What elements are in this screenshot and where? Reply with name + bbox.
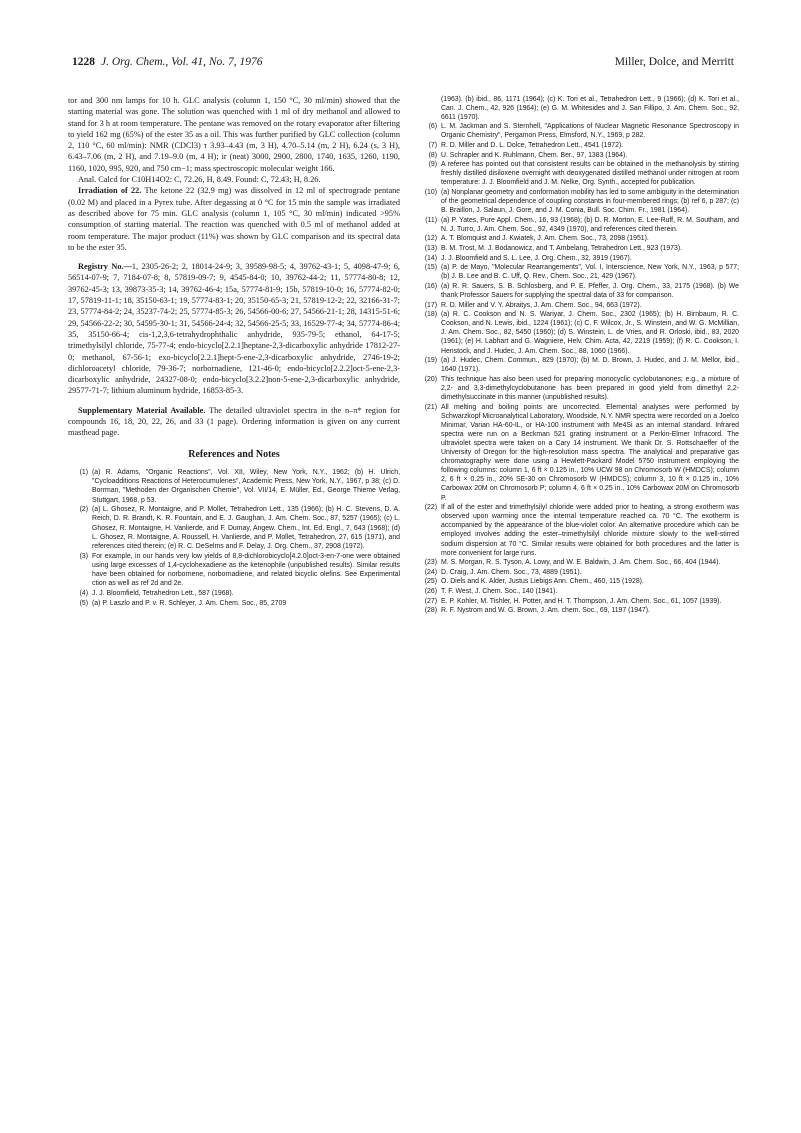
reference-text: (a) L. Ghosez, R. Montaigne, and P. Mollet, Tetrahedron Lett., 135 (1966); (b) H. C. Stevens, D. A. Reich, D. R. Brandt, K. R. Fountain, and E. J. Gaughan, J. Am. Chem. Soc., 87, 5257 (1965); (c) L. Ghosez, R. Montaigne, H. Vanlierde, and F. Dumay, Angew. Chem., Int. Ed. Engl., 7, 643 (1968); (d) L. Ghosez, R. Montaigne, A. Roussell, H. Vanlierde, and P. Mollet, Tetrahedron, 27, 615 (1971), and references cited therein; (e) R. C. DeSelms and F. Delay, J. Org. Chem., 37, 2908 (1972). [92,506,400,551]
reference-text: E. P. Kohler, M. Tishler, H. Potter, and H. T. Thompson, J. Am. Chem. Soc., 61, 1057 (1939). [441,597,722,605]
reference-item [417,141,739,150]
reference-item [68,599,400,608]
reference-text: All melting and boiling points are uncorrected. Elemental analyses were performed by Schwarzkopf Microanalytical Laboratory, Woodside, N.Y. NMR spectra were recorded on a Joelco Minimar, Varian HA-60-IL, or HA-100 instrument with Me4Si as an internal standard. Infrared spectra were run on a Beckman 521 grating instrument or a Perkin-Elmer Infracord. The ultraviolet spectra were taken on a Cary 14 instrument. We thank Dr. S. Rottschaeffer of the University of Oregon for the high-resolution mass spectra. The analytical and preparative gas chromatography were done using a Hewlett-Packard Model 5750 instrument employing the following columns: column 1, 6 ft × 0.125 in., 10% UCW 98 on Chromosorb W (HMDCS); column 2, 6 ft × 0.25 in., 20% SE-30 on Chromosorb W (HMDCS); column 3, 10 ft × 0.125 in., 10% Carbowax 20M on Chromosorb P; column 4, 6 ft × 0.25 in., 10% Carbowax 20M on Chromosorb P. [441,403,739,502]
supplementary-heading: Supplementary Material Available. [78,405,206,415]
reference-number: (18) [424,311,437,319]
reference-text: J. J. Bloomfield and S. L. Lee, J. Org. Chem., 32, 3919 (1967). [441,254,632,262]
reference-item [417,310,739,355]
reference-text: A referee has pointed out that consistent results can be obtained in the methanolysis by stirring freshly distilled disiloxene overnight with deoxygenated distilled methanol under nitrogen at room temperature: J. J. Bloomfield and J. M. Nelke, Org. Synth., accepted for publication. [441,161,739,187]
reference-number: (8) [428,151,437,159]
reference-text: (a) P. Laszlo and P. v. R. Schleyer, J. Am. Chem. Soc., 85, 2709 [92,599,287,607]
reference-text: U. Schrapler and K. Ruhlmann, Chem. Ber., 97, 1383 (1964). [441,151,628,159]
registry-paragraph [68,261,400,397]
reference-item [417,301,739,310]
reference-item [417,597,739,606]
reference-text: T. F. West, J. Chem. Soc., 140 (1941). [441,587,558,595]
reference-number: (6) [428,123,437,131]
reference-number: (2) [79,506,88,514]
reference-item [417,577,739,586]
registry-text: 1, 2305-26-2; 2, 18014-24-9; 3, 39589-98-5; 4, 39762-43-1; 5, 4098-47-9; 6, 56514-07-9; 7, 7184-07-8; 8, 57819-09-7; 9, 4545-84-0; 10, 39762-44-2; 11, 57774-80-8; 12, 39762-45-3; 13, 39873-35-3; 14, 39762-46-4; 15a, 57774-81-9; 15b, 57819-10-0; 16, 57774-82-0; 17, 57819-11-1; 18, 35150-63-1; 19, 57774-83-1; 20, 35150-65-3; 21, 57819-12-2; 22, 32166-31-7; 23, 57774-84-2; 24, 35237-74-2; 25, 57774-85-3; 26, 54566-00-6; 27, 54566-21-1; 28, 14315-51-6; 29, 54566-22-2; 30, 54595-30-1; 31, 54566-24-4; 32, 54566-25-5; 33, 16529-77-4; 34, 57774-86-4; 35, 35150-66-4; cis-1,2,3,6-tetrahydrophthalic anhydride, 935-79-5; ethanol, 64-17-5; trimethylsilyl chloride, 75-77-4; endo-bicyclo[2.2.1]heptane-2,3-dicarboxylic anhydride 17812-27-0; methanol, 67-56-1; exo-bicyclo[2.2.1]hept-5-ene-2,3-dicarboxylic anhydride, 2746-19-2; dichloroacetyl chloride, 79-36-7; norbornadiene, 121-46-0; endo-bicyclo[2.2.2]oct-5-ene-2,3-dicarboxylic anhydride, 24327-08-0; endo-bicyclo[3.2.2]non-5-ene-2,3-dicarboxylic anhydride, 29577-71-7; lithium aluminum hydride, 16853-85-3. [68,262,401,396]
irradiation-heading: Irradiation of 22. [78,186,142,196]
reference-text: (a) R. C. Cookson and N. S. Wariyar, J. Chem. Soc., 2302 (1965); (b) H. Birnbaum, R. C. Cookson, and N. Lewis, ibid., 1224 (1961); (c) C. F. Wilcox, Jr., S. Winstein, and W. G. McMillian, J. Am. Chem. Soc., 82, 5450 (1960); (d) S. Winstein, L. de Vries, and R. Orloski, ibid., 83, 2020 (1961); (e) H. Labhart and G. Wagniere, Helv. Chim. Acta, 42, 2219 (1959); (f) R. C. Cookson, I. Henstock, and J. Hudec, J. Am. Chem. Soc., 88, 1060 (1966). [441,311,739,355]
journal-citation [72,56,263,68]
reference-text: D. Craig, J. Am. Chem. Soc., 73, 4889 (1951). [441,568,582,576]
reference-text: L. M. Jackman and S. Sternhell, "Applications of Nuclear Magnetic Resonance Spectroscopy in Organic Chemistry", Pergamon Press, Elmsford, N.Y., 1969, p 282. [441,123,739,140]
reference-item [68,505,400,551]
reference-number: (12) [424,235,437,243]
reference-number: (10) [424,188,437,196]
reference-text: This technique has also been used for preparing monocyclic cyclobutanones; e.g., a mixture of 2,2- and 3,3-dimethylcyclobutanone has been prepared in good yield from dimethyl 2,2-dimethylsuccinate in this manner (unpublished results). [441,375,739,401]
reference-item [68,589,400,598]
reference-number: (13) [424,245,437,252]
reference-item [417,356,739,374]
reference-text: R. D. Miller and V. Y. Abraitys, J. Am. Chem. Soc., 94, 663 (1972). [441,301,642,309]
reference-item [417,244,739,253]
reference-number: (5) [79,599,88,607]
reference-text: (a) R. Adams, "Organic Reactions", Vol. XII, Wiley, New York, N.Y., 1962; (b) H. Ulrich, "Cycloadditions Reactions of Heterocumulenes", Academic Press, New York, N.Y., 1967, p 38; (c) D. Borrman, "Methoden der Organischen Chemie", Vol. VII/14, E. Müller, Ed., George Thieme Verlag, Stuttgart, 1968, p 53. [92,468,400,504]
reference-item [417,188,739,215]
reference-number: (23) [424,559,437,567]
reference-item [68,468,400,505]
running-header [72,56,734,74]
reference-item [417,160,739,187]
registry-heading: Registry No.— [78,262,132,272]
reference-text: (a) P. de Mayo, "Molecular Rearrangements", Vol. I, Interscience, New York, N.Y., 1963, p 577; (b) J. B. Lee and B. C. Uff, Q. Rev., Chem. Soc., 21, 429 (1967). [441,264,739,281]
reference-number: (27) [424,597,437,605]
reference-text: If all of the ester and trimethylsilyl chloride were added prior to heating, a strong exotherm was observed upon warming once the internal temperature reached ca. 70 °C. The exotherm is accompanied by the appearance of the blue-violet color. An alternative procedure which can be employed involves adding the ester–trimethylsilyl chloride mixture slowly to the well-stirred sodium dispersion at 70 °C. Similar results were obtained for both procedures and the latter is more convenient for large runs. [441,504,739,557]
reference-number: (16) [424,282,437,290]
reference-number: (7) [428,141,437,149]
left-column [68,95,400,608]
references-title: References and Notes [188,448,280,460]
reference-item [417,282,739,300]
experimental-paragraph: tor and 300 nm lamps for 10 h. GLC analysis (column 1, 150 °C, 30 ml/min) showed that the starting material was gone. The solution was quenched with 1 ml of dry methanol and allowed to stand for 3 h at room temperature. The pentane was removed on the rotary evaporator after filtering to yield 162 mg (65%) of the ester 35 as a oil. This was further purified by GLC collection (column 2, 110 °C, 60 ml/min): NMR (CDCl3) τ 3.93–4.43 (m, 3 H), 4.70–5.14 (m, 2 H), 6.24 (s, 3 H), 6.43–7.06 (m, 2 H), and 7.19–9.0 (m, 4 H); ir (neat) 3000, 2900, 2800, 1740, 1635, 1260, 1190, 1160, 1020, 995, 920, and 750 cm−1; mass spectroscopic molecular weight 166. [68,96,400,173]
page-number: 1228 [72,56,95,68]
reference-item [417,122,739,140]
reference-text: O. Diels and K. Alder, Justus Liebigs Ann. Chem., 460, 115 (1928). [441,578,644,586]
right-column [417,95,739,616]
analysis-paragraph: Anal. Calcd for C10H14O2: C, 72.26, H, 8.49. Found: C, 72.43; H, 8.26. [78,175,321,185]
reference-number: (11) [425,216,437,224]
reference-item [417,568,739,577]
reference-text: (a) Nonplanar geometry and conformation mobility has led to some ambiguity in the determination of the geometrical dependence of coupling constants in four-membered rings; (b) ref 6, p 287; (c) B. Braillon, J. Salaun, J. Gore, and J. M. Conia, Bull. Soc. Chim. Fr., 1981 (1964). [441,188,739,215]
reference-number: (20) [424,375,437,383]
reference-number: (1) [79,468,88,476]
reference-number: (25) [424,578,437,586]
reference-item [417,503,739,558]
reference-item [417,151,739,160]
reference-item [417,254,739,263]
reference-text: (a) P. Yates, Pure Appl. Chem., 16, 93 (1968); (b) D. R. Morton, E. Lee-Ruff, R. M. Southam, and N. J. Turro, J. Am. Chem. Soc., 92, 4349 (1970), and references cited therein. [441,216,739,233]
reference-number: (4) [79,590,88,598]
reference-text: A. T. Blomquist and J. Kwiatek, J. Am. Chem. Soc., 73, 2098 (1951). [441,235,649,243]
reference-item [417,216,739,234]
supplementary-text: The detailed ultraviolet spectra in the n–π* region for compounds 16, 18, 20, 22, 26, and 33 (1 page). Ordering information is given on any current masthead page. [68,405,400,438]
reference-number: (26) [424,587,437,595]
reference-number: (3) [79,552,88,560]
author-names: Miller, Dolce, and Merritt [614,56,734,68]
reference-number: (28) [424,607,437,615]
journal-name: J. Org. Chem., Vol. 41, No. 7, 1976 [101,56,263,68]
reference-item [417,375,739,402]
reference-text: (a) J. Hudec, Chem. Commun., 829 (1970); (b) M. D. Brown, J. Hudec, and J. M. Mellor, ibid., 1640 (1971). [441,357,739,374]
reference-text: J. J. Bloomfield, Tetrahedron Lett., 587 (1968). [92,590,234,598]
reference-item [417,587,739,596]
reference-text: For example, in our hands very low yields of 8,8-dichlorobicyclo[4.2.0]oct-3-en-7-one were obtained using large excesses of 1,4-cyclohexadiene as the ketenophile (unpublished results). Similar results have been obtained for norbornene, norbornadiene, and related bicyclic olefins. See Experimental ction as well as ref 2d and 2e. [92,552,400,588]
reference-number: (9) [428,161,437,169]
reference-number: (15) [424,264,437,272]
reference-item [417,403,739,503]
reference-continuation: (1963). (b) ibid., 86, 1171 (1964); (c) K. Tori et al., Tetrahedron Lett., 9 (1966); (d) K. Tori et al., Can. J. Chem., 42, 926 (1964); (e) G. M. Whitesides and J. San Fillipo, J. Am. Chem. Soc., 92, 6611 (1970). [441,96,739,122]
reference-text: (a) R. R. Sauers, S. B. Schlosberg, and P. E. Pfeffer, J. Org. Chem., 33, 2175 (1968). (b) We thank Professor Sauers for supplying the spectral data of 33 for comparison. [441,282,739,299]
reference-number: (24) [424,568,437,576]
supplementary-paragraph [68,405,400,439]
reference-item [417,234,739,243]
reference-item [417,263,739,281]
reference-number: (19) [424,357,437,365]
reference-text: R. D. Miller and D. L. Dolce, Tetrahedron Lett., 4541 (1972). [441,141,624,149]
reference-item [417,606,739,615]
reference-number: (22) [424,504,437,512]
reference-number: (17) [424,301,437,309]
reference-text: B. M. Trost, M. J. Bodanowicz, and T. Ambelang, Tetrahedron Lett., 923 (1973). [441,245,683,252]
reference-text: M. S. Morgan, R. S. Tyson, A. Lowy, and W. E. Baldwin, J. Am. Chem. Soc., 66, 404 (1944). [441,559,721,567]
irradiation-text: The ketone 22 (32.9 mg) was dissolved in 12 ml of spectrograde pentane (0.02 M) and placed in a Pyrex tube. After degassing at 0 °C for 15 min the sample was irradiated as described above for 75 min. GLC analysis (column 1, 105 °C, 30 ml/min) indicated >95% consumption of starting material. The reaction was quenched with 0.5 ml of methanol added at room temperature. The major product (11%) was shown by GLC comparison and its spectral data to be the ester 35. [68,186,400,252]
irradiation-paragraph [68,185,400,253]
reference-item [68,552,400,589]
references-list-left [68,468,400,608]
reference-item [417,558,739,567]
reference-number: (14) [424,254,437,262]
reference-number: (21) [424,403,437,411]
reference-text: R. F. Nystrom and W. G. Brown, J. Am. chem. Soc., 69, 1197 (1947). [441,607,650,615]
